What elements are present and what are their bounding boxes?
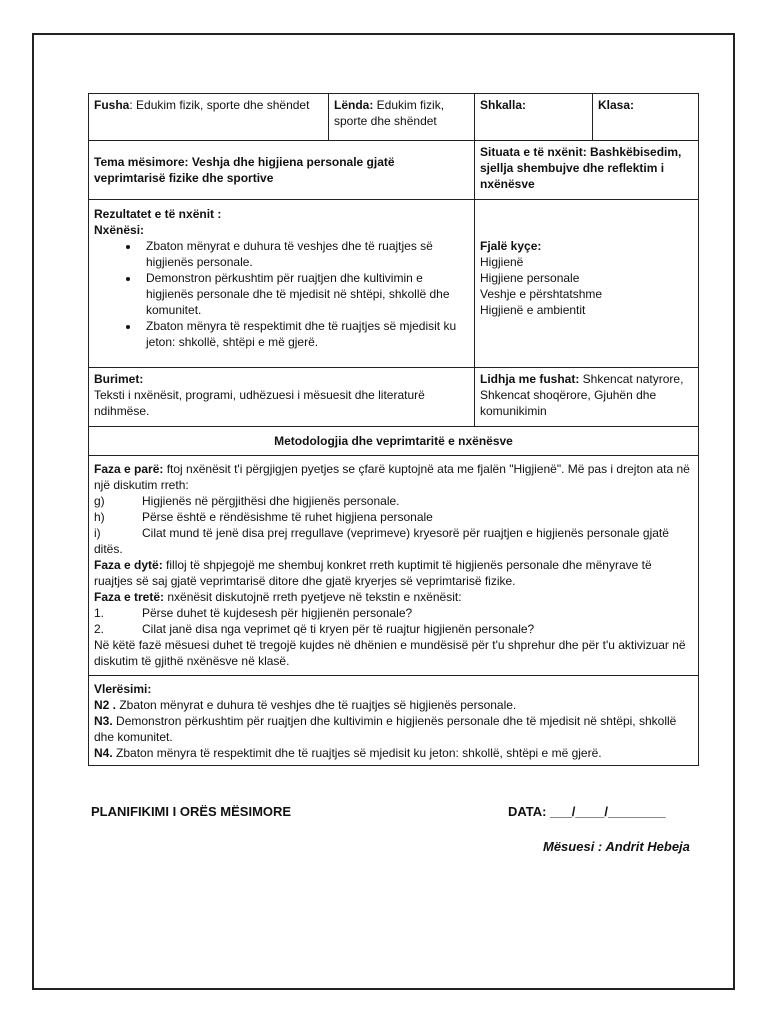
faza-1-text: ftoj nxënësit t'i përgjigjen pyetjes se çfarë kuptojnë ata me fjalën "Higjienë". Më pas i drejton ata në një diskutim rreth:	[94, 462, 690, 492]
teacher-signature: Mësuesi : Andrit Hebeja	[543, 839, 690, 854]
fusha-label: Fusha	[94, 98, 130, 112]
burimet-row	[89, 368, 699, 427]
keyword-item: Higjienë	[480, 255, 524, 269]
faza-1-item	[94, 493, 693, 509]
item-marker: 1.	[94, 606, 105, 620]
date-field: DATA: ___/____/________	[508, 804, 666, 819]
criterion-code: N4.	[94, 746, 113, 760]
item-marker: h)	[94, 510, 105, 524]
criterion-code: N2 .	[94, 698, 117, 712]
outcome-item: • Demonstron përkushtim për ruajtjen dhe kultivimin e higjienës personale dhe të mjedisit në shtëpi, shkollë dhe komunitet.	[140, 270, 469, 318]
faza-closing: Në këtë fazë mësuesi duhet të tregojë kujdes në dhënien e mundësisë për t'u shprehur dhe për t'u aktivizuar në diskutim të gjithë nxënësve në klasë.	[94, 638, 686, 668]
lidhja-cell	[475, 368, 699, 427]
faza-2-label: Faza e dytë:	[94, 558, 163, 572]
item-text: Përse duhet të kujdesesh për higjienën personale?	[142, 606, 413, 620]
criterion-code: N3.	[94, 714, 113, 728]
item-text: Përse është e rëndësishme të ruhet higjiena personale	[142, 510, 433, 524]
vleresimi-row	[89, 676, 699, 766]
criterion-text: Zbaton mënyra të respektimit dhe të ruajtjes së mjedisit ku jeton: shkollë, shtëpi e më gjerë.	[112, 746, 602, 760]
keyword-item: Veshje e përshtatshme	[480, 287, 603, 301]
item-marker: g)	[94, 494, 105, 508]
criterion-text: Zbaton mënyrat e duhura të veshjes dhe të ruajtjes së higjienës personale.	[116, 698, 517, 712]
klasa-cell: Klasa:	[593, 94, 699, 141]
lenda-value: Edukim fizik, sporte dhe shëndet	[334, 98, 445, 128]
vleresimi-title: Vlerësimi:	[94, 682, 152, 696]
outcome-item: • Zbaton mënyrat e duhura të veshjes dhe të ruajtjes së higjienës personale.	[140, 238, 469, 270]
outcomes-list	[94, 238, 469, 350]
metodologjia-cell	[89, 456, 699, 676]
burimet-text: Teksti i nxënësit, programi, udhëzuesi i mësuesit dhe literaturë ndihmëse.	[94, 388, 425, 418]
faza-1-item	[94, 509, 693, 525]
vleresimi-item	[94, 745, 693, 761]
lidhja-text: Shkencat natyrore, Shkencat shoqërore, Gjuhën dhe komunikimin	[480, 372, 684, 418]
faza-1	[94, 461, 693, 493]
fusha-cell	[89, 94, 329, 141]
fusha-value: : Edukim fizik, sporte dhe shëndet	[129, 98, 310, 112]
faza-3-label: Faza e tretë:	[94, 590, 165, 604]
metodologjia-row	[89, 456, 699, 676]
tema-row	[89, 141, 699, 200]
metodologjia-title: Metodologjia dhe veprimtaritë e nxënësve	[89, 427, 699, 456]
shkalla-cell: Shkalla:	[475, 94, 593, 141]
vleresimi-cell	[89, 676, 699, 766]
faza-2-text: filloj të shpjegojë me shembuj konkret rreth kuptimit të higjienës personale dhe mënyrave të ruajtjes së saj gjatë veprimtarisë ditore dhe gjatë kryerjes së veprimtarisë fizike.	[94, 558, 652, 588]
burimet-title: Burimet:	[94, 372, 144, 386]
lidhja-title: Lidhja me fushat:	[480, 372, 580, 386]
outcome-item: • Zbaton mënyra të respektimit dhe të ruajtjes së mjedisit ku jeton: shkollë, shtëpi e më gjerë.	[140, 318, 469, 350]
item-text: Cilat mund të jenë disa prej rregullave (veprimeve) kryesorë për ruajtjen e higjienës personale gjatë ditës.	[94, 526, 669, 556]
rezultatet-row	[89, 200, 699, 368]
rezultatet-title: Rezultatet e të nxënit :	[94, 207, 222, 221]
item-text: Higjienës në përgjithësi dhe higjienës personale.	[142, 494, 400, 508]
planifikimi-heading: PLANIFIKIMI I ORËS MËSIMORE	[91, 804, 292, 819]
metodologjia-title-row	[89, 427, 699, 456]
faza-3-text: nxënësit diskutojnë rreth pyetjeve në tekstin e nxënësit:	[164, 590, 462, 604]
faza-2	[94, 557, 693, 589]
vleresimi-item	[94, 713, 693, 745]
item-marker: i)	[94, 526, 101, 540]
tema-cell: Tema mësimore: Veshja dhe higjiena personale gjatë veprimtarisë fizike dhe sportive	[89, 141, 475, 200]
faza-3-item	[94, 605, 693, 621]
item-text: Cilat janë disa nga veprimet që ti kryen për të ruajtur higjienën personale?	[142, 622, 535, 636]
item-marker: 2.	[94, 622, 105, 636]
keyword-item: Higjienë e ambientit	[480, 303, 586, 317]
rezultatet-cell	[89, 200, 475, 368]
lesson-plan-table	[88, 93, 699, 766]
fjale-kyce-title: Fjalë kyçe:	[480, 239, 542, 253]
burimet-cell	[89, 368, 475, 427]
rezultatet-subtitle: Nxënësi:	[94, 223, 145, 237]
keyword-item: Higjiene personale	[480, 271, 580, 285]
lenda-cell	[329, 94, 475, 141]
faza-1-label: Faza e parë:	[94, 462, 164, 476]
faza-3-item	[94, 621, 693, 637]
fjale-kyce-cell	[475, 200, 699, 368]
header-row	[89, 94, 699, 141]
vleresimi-item	[94, 697, 693, 713]
criterion-text: Demonstron përkushtim për ruajtjen dhe kultivimin e higjienës personale dhe të mjedisit në shtëpi, shkollë dhe komunitet.	[94, 714, 677, 744]
situata-cell: Situata e të nxënit: Bashkëbisedim, sjellja shembujve dhe reflektim i nxënësve	[475, 141, 699, 200]
faza-3	[94, 589, 693, 605]
faza-1-item	[94, 525, 693, 557]
lenda-label: Lënda:	[334, 98, 374, 112]
